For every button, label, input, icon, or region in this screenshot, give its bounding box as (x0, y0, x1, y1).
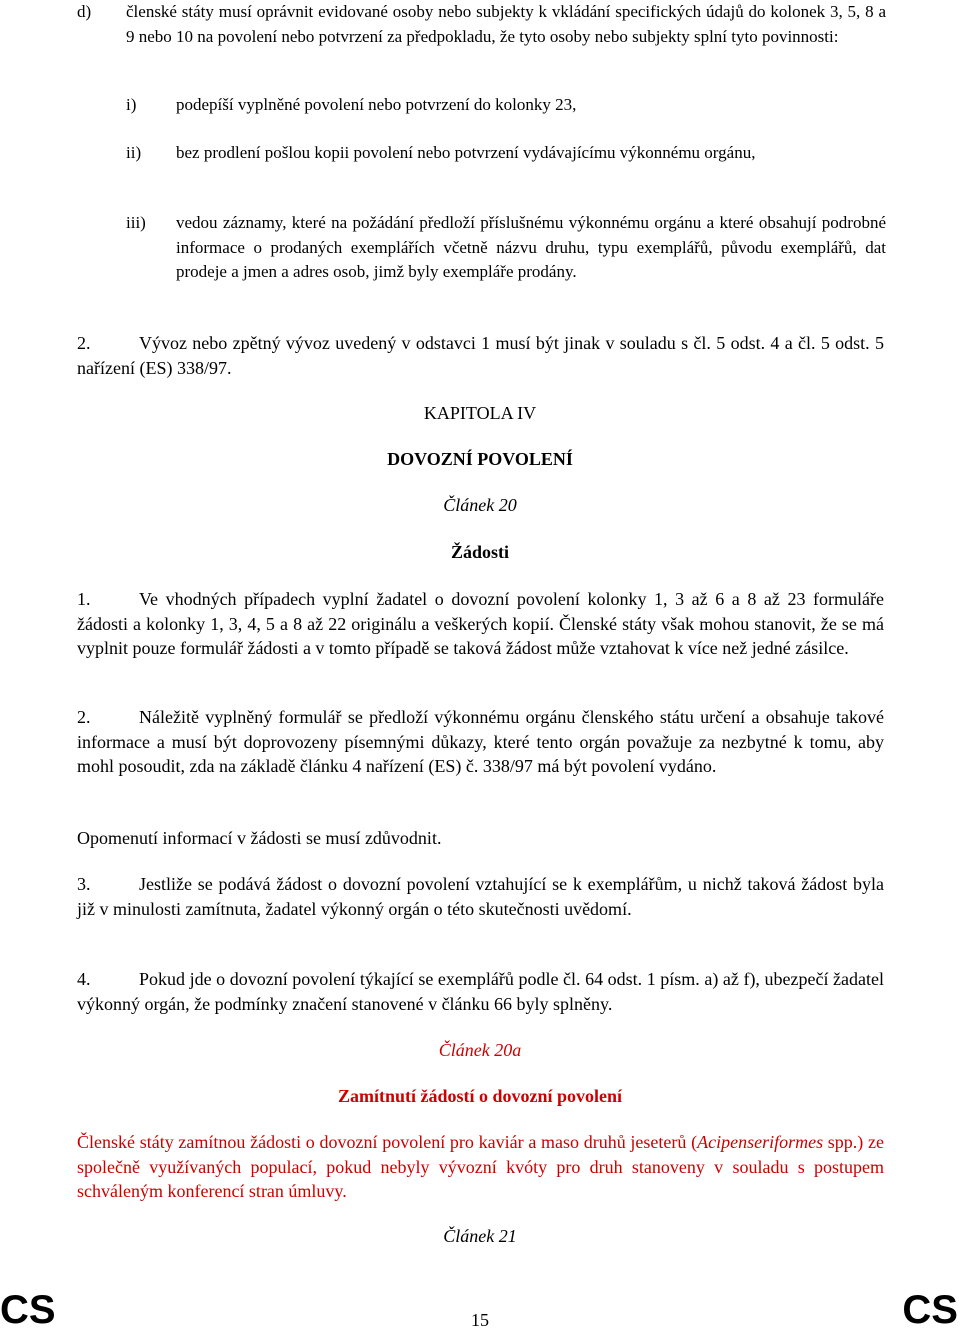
chapter-subtitle: DOVOZNÍ POVOLENÍ (387, 449, 573, 469)
page-number: 15 (471, 1310, 489, 1330)
sublist-item-text: podepíší vyplněné povolení nebo potvrzení do kolonky 23, (176, 95, 577, 114)
paragraph-number: 2. (77, 333, 91, 353)
paragraph-text: Náležitě vyplněný formulář se předloží výkonnému orgánu členského státu určení a obsahuje takové informace a musí být doprovozeny písemnými důkazy, které tento orgán považuje za nezbytné k tomu, aby mohl posoudit, zda na základě článku 4 nařízení (ES) č. 338/97 má být povolení vydáno. (77, 707, 884, 777)
chapter-title: KAPITOLA IV (423, 403, 537, 423)
article-heading: Článek 21 (443, 1226, 517, 1246)
paragraph-text: Opomenutí informací v žádosti se musí zdůvodnit. (77, 828, 442, 848)
article-heading: Článek 20a (438, 1040, 522, 1060)
footer-language-code: CS (0, 1288, 56, 1332)
species-name: Acipenseriformes (697, 1132, 824, 1152)
sublist-label: i) (126, 95, 137, 114)
paragraph-number: 2. (77, 707, 91, 727)
paragraph-text (77, 1130, 884, 1204)
list-item-text: členské státy musí oprávnit evidované osoby nebo subjekty k vkládání specifických údajů do kolonek 3, 5, 8 a 9 nebo 10 na povolení nebo potvrzení za předpokladu, že tyto osoby nebo subjekty splní tyto povinnosti: (126, 2, 886, 46)
sublist-item-text: bez prodlení pošlou kopii povolení nebo potvrzení vydávajícímu výkonnému orgánu, (176, 143, 756, 162)
paragraph-text: Ve vhodných případech vyplní žadatel o dovozní povolení kolonky 1, 3 až 6 a 8 až 23 formuláře žádosti a kolonky 1, 3, 4, 5 a 8 až 22 originálu a veškerých kopií. Členské státy však mohou stanovit, že se má vyplnit pouze formulář žádosti a v tomto případě se taková žádost může vztahovat k více než jedné zásilce. (77, 589, 884, 659)
paragraph-number: 3. (77, 874, 91, 894)
paragraph-number: 1. (77, 589, 91, 609)
paragraph-text: Jestliže se podává žádost o dovozní povolení vztahující se k exemplářům, u nichž taková žádost byla již v minulosti zamítnuta, žadatel výkonný orgán o této skutečnosti uvědomí. (77, 874, 884, 919)
sublist-item-text: vedou záznamy, které na požádání předloží příslušnému výkonnému orgánu a které obsahují podrobné informace o prodaných exemplářích včetně názvu druhu, typu exemplářů, původu exemplářů, dat prodeje a jmen a adres osob, jimž byly exempláře prodány. (176, 213, 886, 282)
article-heading: Článek 20 (443, 495, 517, 515)
paragraph-text-part: spp.) ze společně využívaných populací, pokud nebyly vývozní kvóty pro druh stanoveny v souladu s postupem schváleným konferencí stran úmluvy. (77, 1132, 884, 1202)
paragraph-number: 4. (77, 969, 91, 989)
sublist-label: iii) (126, 213, 146, 232)
sublist-label: ii) (126, 143, 142, 162)
paragraph-text: Pokud jde o dovozní povolení týkající se exemplářů podle čl. 64 odst. 1 písm. a) až f), ubezpečí žadatel výkonný orgán, že podmínky značení stanovené v článku 66 byly splněny. (77, 969, 884, 1014)
paragraph-text-part: Členské státy zamítnou žádosti o dovozní povolení pro kaviár a maso druhů jeseterů ( (77, 1132, 698, 1152)
list-label: d) (77, 2, 92, 21)
article-title: Zamítnutí žádostí o dovozní povolení (337, 1086, 623, 1106)
footer-language-code: CS (902, 1288, 958, 1332)
article-title: Žádosti (450, 542, 510, 562)
paragraph-text: Vývoz nebo zpětný vývoz uvedený v odstavci 1 musí být jinak v souladu s čl. 5 odst. 4 a čl. 5 odst. 5 nařízení (ES) 338/97. (77, 333, 884, 378)
